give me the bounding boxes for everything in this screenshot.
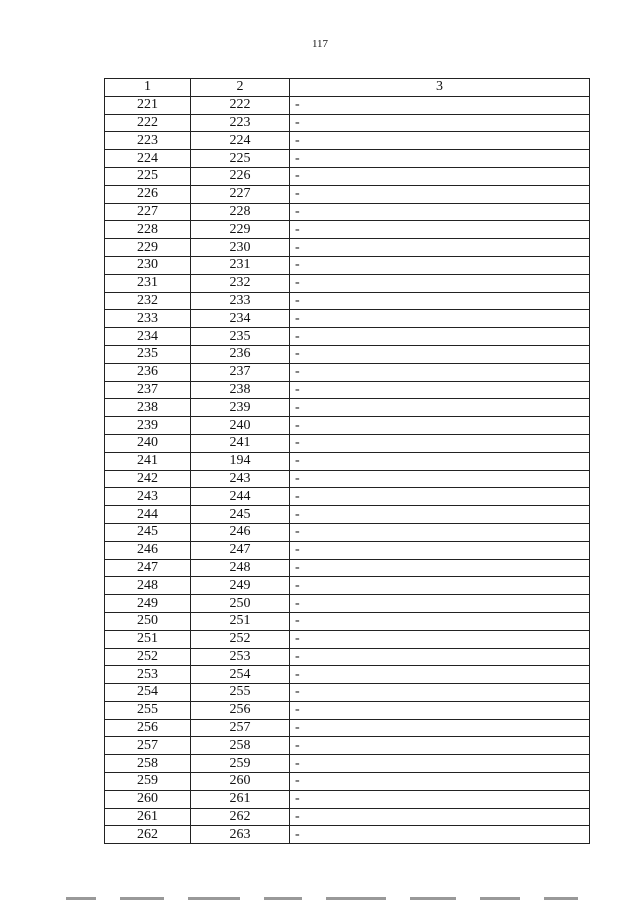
table-cell-col-2: 259: [191, 755, 290, 773]
table-cell-col-3: -: [290, 506, 590, 524]
table-row: [105, 274, 590, 292]
table-header-row: [105, 79, 590, 97]
table-cell-col-2: 232: [191, 274, 290, 292]
table-cell-col-3: -: [290, 577, 590, 595]
table-cell-col-2: 222: [191, 96, 290, 114]
table-cell-col-1: 247: [105, 559, 191, 577]
table-cell-col-1: 226: [105, 185, 191, 203]
table-cell-col-2: 239: [191, 399, 290, 417]
table-row: [105, 185, 590, 203]
table-cell-col-2: 248: [191, 559, 290, 577]
table-cell-col-3: -: [290, 292, 590, 310]
table-cell-col-2: 257: [191, 719, 290, 737]
table-cell-col-3: -: [290, 256, 590, 274]
table-cell-col-3: -: [290, 773, 590, 791]
table-cell-col-1: 261: [105, 808, 191, 826]
table-cell-col-3: -: [290, 719, 590, 737]
table-cell-col-3: -: [290, 417, 590, 435]
table-cell-col-1: 224: [105, 150, 191, 168]
table-cell-col-3: -: [290, 648, 590, 666]
table-row: [105, 150, 590, 168]
table-body: [105, 96, 590, 843]
table-cell-col-2: 228: [191, 203, 290, 221]
table-cell-col-2: 231: [191, 256, 290, 274]
table-cell-col-2: 250: [191, 595, 290, 613]
table-cell-col-1: 233: [105, 310, 191, 328]
page-number: 117: [311, 38, 329, 50]
table-row: [105, 684, 590, 702]
table-cell-col-2: 244: [191, 488, 290, 506]
table-cell-col-1: 250: [105, 612, 191, 630]
table-row: [105, 719, 590, 737]
table-cell-col-2: 240: [191, 417, 290, 435]
table-cell-col-1: 236: [105, 363, 191, 381]
table-row: [105, 114, 590, 132]
table-cell-col-3: -: [290, 541, 590, 559]
table-cell-col-2: 261: [191, 790, 290, 808]
table-cell-col-1: 251: [105, 630, 191, 648]
table-cell-col-2: 263: [191, 826, 290, 844]
table-cell-col-3: -: [290, 310, 590, 328]
table-row: [105, 292, 590, 310]
table-row: [105, 701, 590, 719]
table-cell-col-3: -: [290, 96, 590, 114]
table-cell-col-2: 243: [191, 470, 290, 488]
table-row: [105, 523, 590, 541]
table-cell-col-1: 245: [105, 523, 191, 541]
table-cell-col-2: 247: [191, 541, 290, 559]
table-cell-col-3: -: [290, 452, 590, 470]
table-row: [105, 666, 590, 684]
table-cell-col-3: -: [290, 203, 590, 221]
table-cell-col-1: 254: [105, 684, 191, 702]
table-cell-col-2: 252: [191, 630, 290, 648]
table-row: [105, 345, 590, 363]
table-row: [105, 434, 590, 452]
table-cell-col-1: 228: [105, 221, 191, 239]
table-cell-col-2: 225: [191, 150, 290, 168]
table-cell-col-3: -: [290, 684, 590, 702]
table-row: [105, 648, 590, 666]
table-cell-col-3: -: [290, 488, 590, 506]
table-cell-col-1: 230: [105, 256, 191, 274]
table-cell-col-3: -: [290, 826, 590, 844]
table-cell-col-2: 224: [191, 132, 290, 150]
table-cell-col-1: 260: [105, 790, 191, 808]
table-cell-col-2: 223: [191, 114, 290, 132]
table-row: [105, 96, 590, 114]
table-row: [105, 808, 590, 826]
table-row: [105, 755, 590, 773]
table-cell-col-1: 256: [105, 719, 191, 737]
table-cell-col-3: -: [290, 150, 590, 168]
table-cell-col-3: -: [290, 185, 590, 203]
table-cell-col-2: 233: [191, 292, 290, 310]
table-row: [105, 595, 590, 613]
table-row: [105, 452, 590, 470]
table-cell-col-2: 245: [191, 506, 290, 524]
table-cell-col-2: 238: [191, 381, 290, 399]
table-cell-col-3: -: [290, 114, 590, 132]
table-cell-col-3: -: [290, 808, 590, 826]
table-cell-col-2: 241: [191, 434, 290, 452]
table-cell-col-3: -: [290, 434, 590, 452]
table-cell-col-3: -: [290, 345, 590, 363]
table-cell-col-3: -: [290, 612, 590, 630]
table-cell-col-3: -: [290, 381, 590, 399]
table-row: [105, 381, 590, 399]
table-cell-col-2: 251: [191, 612, 290, 630]
table-cell-col-1: 234: [105, 328, 191, 346]
table-cell-col-2: 262: [191, 808, 290, 826]
table-cell-col-2: 230: [191, 239, 290, 257]
table-cell-col-3: -: [290, 470, 590, 488]
table-cell-col-1: 258: [105, 755, 191, 773]
table-cell-col-1: 262: [105, 826, 191, 844]
table-cell-col-3: -: [290, 363, 590, 381]
table-cell-col-1: 244: [105, 506, 191, 524]
table-cell-col-3: -: [290, 701, 590, 719]
table-cell-col-3: -: [290, 666, 590, 684]
table-cell-col-2: 255: [191, 684, 290, 702]
table-row: [105, 773, 590, 791]
table-cell-col-1: 235: [105, 345, 191, 363]
table-row: [105, 256, 590, 274]
table-cell-col-2: 226: [191, 167, 290, 185]
table-row: [105, 470, 590, 488]
table-cell-col-2: 258: [191, 737, 290, 755]
table-row: [105, 559, 590, 577]
table-cell-col-2: 194: [191, 452, 290, 470]
table-cell-col-3: -: [290, 523, 590, 541]
table-cell-col-1: 225: [105, 167, 191, 185]
table-cell-col-3: -: [290, 167, 590, 185]
table-row: [105, 363, 590, 381]
table-cell-col-1: 257: [105, 737, 191, 755]
table-cell-col-2: 227: [191, 185, 290, 203]
table-cell-col-1: 229: [105, 239, 191, 257]
table-cell-col-1: 252: [105, 648, 191, 666]
table-cell-col-1: 232: [105, 292, 191, 310]
table-cell-col-1: 241: [105, 452, 191, 470]
table-row: [105, 488, 590, 506]
table-row: [105, 612, 590, 630]
table-row: [105, 541, 590, 559]
table-cell-col-3: -: [290, 221, 590, 239]
table-cell-col-2: 236: [191, 345, 290, 363]
table-cell-col-2: 234: [191, 310, 290, 328]
table-cell-col-2: 260: [191, 773, 290, 791]
table-row: [105, 221, 590, 239]
table-cell-col-2: 246: [191, 523, 290, 541]
table-cell-col-3: -: [290, 790, 590, 808]
table-cell-col-1: 249: [105, 595, 191, 613]
data-table: [104, 78, 590, 844]
table-row: [105, 310, 590, 328]
table-cell-col-1: 222: [105, 114, 191, 132]
table-cell-col-2: 254: [191, 666, 290, 684]
table-row: [105, 399, 590, 417]
table-cell-col-2: 229: [191, 221, 290, 239]
column-header-3: 3: [290, 79, 590, 97]
table-cell-col-1: 237: [105, 381, 191, 399]
table-cell-col-3: -: [290, 274, 590, 292]
table-cell-col-2: 256: [191, 701, 290, 719]
table-cell-col-1: 248: [105, 577, 191, 595]
table-cell-col-1: 242: [105, 470, 191, 488]
table-cell-col-2: 253: [191, 648, 290, 666]
table-cell-col-1: 243: [105, 488, 191, 506]
table-cell-col-1: 231: [105, 274, 191, 292]
table-cell-col-1: 253: [105, 666, 191, 684]
table-cell-col-1: 227: [105, 203, 191, 221]
table-row: [105, 826, 590, 844]
table-row: [105, 630, 590, 648]
table-row: [105, 132, 590, 150]
cut-off-text-line: [66, 897, 626, 905]
column-header-2: 2: [191, 79, 290, 97]
table-cell-col-1: 246: [105, 541, 191, 559]
table-cell-col-3: -: [290, 595, 590, 613]
table-cell-col-3: -: [290, 399, 590, 417]
table-cell-col-3: -: [290, 132, 590, 150]
table-row: [105, 328, 590, 346]
table-cell-col-1: 223: [105, 132, 191, 150]
table-cell-col-1: 240: [105, 434, 191, 452]
table-cell-col-1: 255: [105, 701, 191, 719]
table-row: [105, 239, 590, 257]
table-cell-col-3: -: [290, 328, 590, 346]
table-row: [105, 167, 590, 185]
table-cell-col-3: -: [290, 559, 590, 577]
table-row: [105, 790, 590, 808]
table-cell-col-1: 239: [105, 417, 191, 435]
table-row: [105, 737, 590, 755]
table-cell-col-1: 221: [105, 96, 191, 114]
table-cell-col-1: 259: [105, 773, 191, 791]
column-header-1: 1: [105, 79, 191, 97]
table-cell-col-2: 237: [191, 363, 290, 381]
table-row: [105, 506, 590, 524]
table-row: [105, 417, 590, 435]
table-cell-col-1: 238: [105, 399, 191, 417]
table-cell-col-2: 249: [191, 577, 290, 595]
table-row: [105, 577, 590, 595]
table-cell-col-3: -: [290, 737, 590, 755]
table-cell-col-3: -: [290, 630, 590, 648]
table-cell-col-3: -: [290, 239, 590, 257]
table-cell-col-2: 235: [191, 328, 290, 346]
table-row: [105, 203, 590, 221]
table-cell-col-3: -: [290, 755, 590, 773]
